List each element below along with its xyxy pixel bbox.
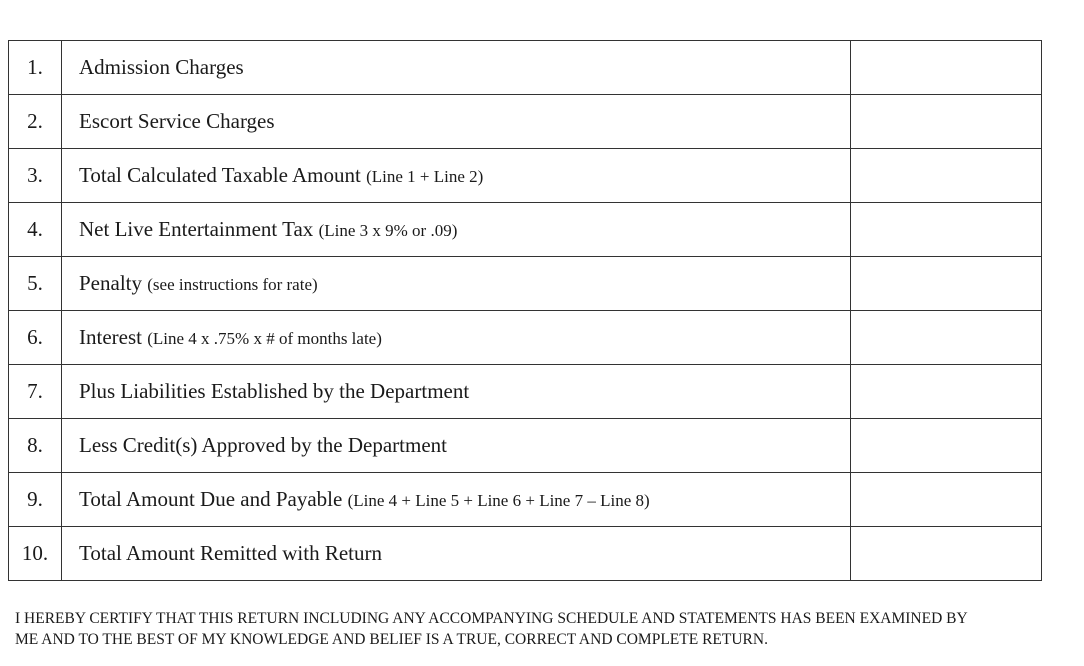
line-description: [62, 95, 851, 149]
table-row: [9, 149, 1042, 203]
line-label: Total Calculated Taxable Amount: [79, 163, 361, 187]
amount-field[interactable]: [851, 203, 1042, 257]
line-number: 6.: [9, 311, 62, 365]
certification-statement: [15, 608, 1075, 650]
line-number: 9.: [9, 473, 62, 527]
line-description: [62, 41, 851, 95]
amount-field[interactable]: [851, 527, 1042, 581]
amount-field[interactable]: [851, 419, 1042, 473]
line-number: 4.: [9, 203, 62, 257]
line-description: [62, 365, 851, 419]
amount-field[interactable]: [851, 311, 1042, 365]
table-row: [9, 311, 1042, 365]
line-label: Plus Liabilities Established by the Department: [79, 379, 470, 403]
line-number: 3.: [9, 149, 62, 203]
line-label: Total Amount Due and Payable: [79, 487, 343, 511]
amount-field[interactable]: [851, 41, 1042, 95]
line-description: [62, 149, 851, 203]
line-note: (Line 1 + Line 2): [366, 167, 484, 186]
line-description: [62, 257, 851, 311]
line-number: 8.: [9, 419, 62, 473]
table-row: [9, 473, 1042, 527]
line-number: 1.: [9, 41, 62, 95]
line-number: 7.: [9, 365, 62, 419]
line-description: [62, 527, 851, 581]
table-row: [9, 527, 1042, 581]
certification-line: I HEREBY CERTIFY THAT THIS RETURN INCLUDING ANY ACCOMPANYING SCHEDULE AND STATEMENTS HAS BEEN EXAMINED BY: [15, 610, 968, 627]
line-note: (Line 4 + Line 5 + Line 6 + Line 7 – Line 8): [347, 491, 650, 510]
line-label: Less Credit(s) Approved by the Department: [79, 433, 447, 457]
amount-field[interactable]: [851, 473, 1042, 527]
line-description: [62, 311, 851, 365]
line-label: Penalty: [79, 271, 142, 295]
line-note: (see instructions for rate): [147, 275, 318, 294]
certification-line: ME AND TO THE BEST OF MY KNOWLEDGE AND BELIEF IS A TRUE, CORRECT AND COMPLETE RETURN.: [15, 631, 768, 648]
table-row: [9, 203, 1042, 257]
amount-field[interactable]: [851, 365, 1042, 419]
line-label: Interest: [79, 325, 142, 349]
line-label: Net Live Entertainment Tax: [79, 217, 314, 241]
line-description: [62, 473, 851, 527]
table-row: [9, 41, 1042, 95]
table-row: [9, 95, 1042, 149]
line-description: [62, 419, 851, 473]
line-number: 2.: [9, 95, 62, 149]
table-row: [9, 419, 1042, 473]
line-number: 5.: [9, 257, 62, 311]
line-label: Admission Charges: [79, 55, 244, 79]
amount-field[interactable]: [851, 95, 1042, 149]
line-label: Total Amount Remitted with Return: [79, 541, 383, 565]
table-row: [9, 257, 1042, 311]
line-note: (Line 3 x 9% or .09): [318, 221, 458, 240]
amount-field[interactable]: [851, 149, 1042, 203]
line-note: (Line 4 x .75% x # of months late): [147, 329, 382, 348]
table-row: [9, 365, 1042, 419]
line-number: 10.: [9, 527, 62, 581]
tax-computation-table: [8, 40, 1042, 581]
line-description: [62, 203, 851, 257]
line-label: Escort Service Charges: [79, 109, 275, 133]
amount-field[interactable]: [851, 257, 1042, 311]
